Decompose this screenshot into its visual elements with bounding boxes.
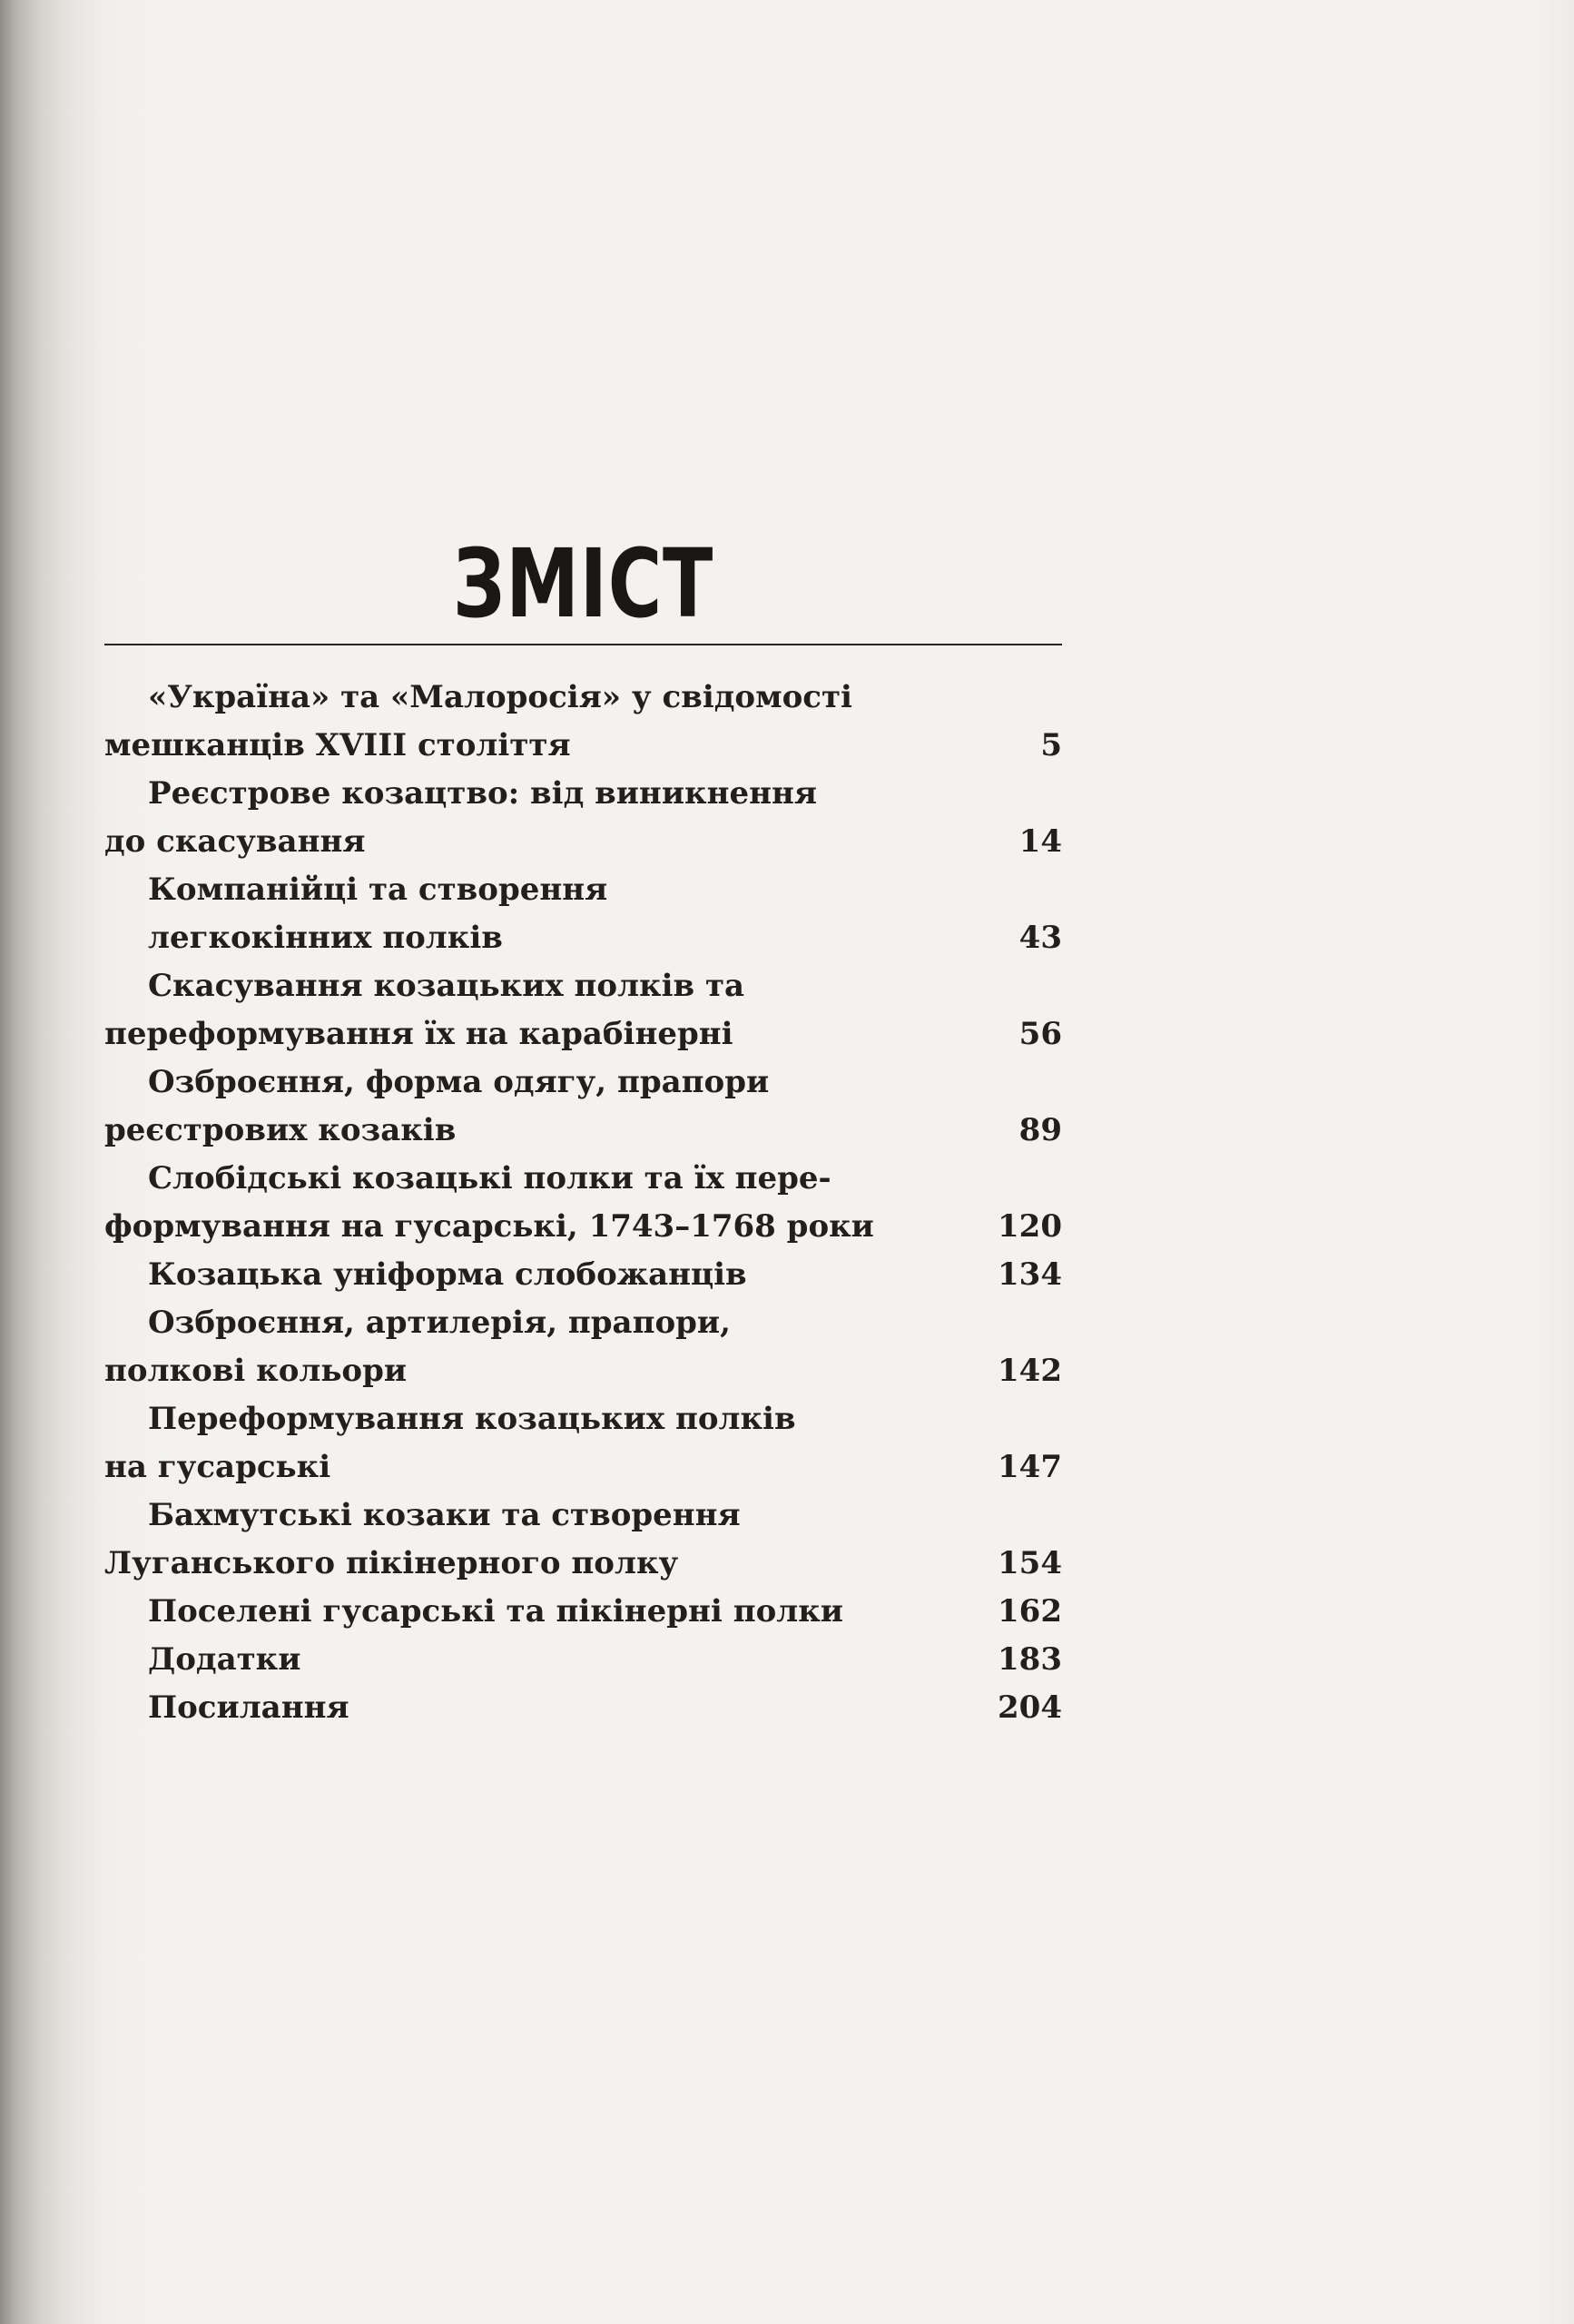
toc-entry-title: до скасування: [104, 823, 366, 860]
toc-entry-line: [104, 1540, 1062, 1588]
toc-entry-line: [104, 1684, 1062, 1732]
toc-page-number: 183: [998, 1641, 1062, 1678]
toc-entry-line: [104, 1155, 1062, 1203]
toc-entry: [104, 1251, 1062, 1299]
toc-entry: [104, 1492, 1062, 1588]
toc-entry-title: Озброєння, артилерія, прапори,: [148, 1305, 731, 1341]
toc-entry-line: [104, 1636, 1062, 1684]
toc-entry-title: Реєстрове козацтво: від виникнення: [148, 775, 817, 812]
toc-entry-title: Додатки: [148, 1641, 301, 1678]
toc-entry-line: [104, 1299, 1062, 1347]
toc-entry-line: [104, 914, 1062, 962]
toc-entry-line: [104, 1107, 1062, 1155]
page-title: ЗМІСТ: [452, 528, 714, 639]
toc-page-number: 43: [1018, 920, 1062, 956]
toc-entry-line: [104, 818, 1062, 866]
toc-entry-title: Озброєння, форма одягу, прапори: [148, 1064, 770, 1100]
toc-entry-line: [104, 1443, 1062, 1492]
toc-entry-title: «Україна» та «Малоросія» у свідомості: [148, 679, 852, 715]
toc-entry: [104, 1059, 1062, 1155]
toc-entry: [104, 866, 1062, 962]
title-divider: [104, 644, 1062, 645]
toc-entry-title: Компанійці та створення: [148, 872, 608, 908]
toc-entry-title: Слобідські козацькі полки та їх пере-: [148, 1160, 831, 1196]
toc-entry-title: на гусарські: [104, 1449, 331, 1485]
toc-entry-line: [104, 674, 1062, 722]
toc-entry-title: Поселені гусарські та пікінерні полки: [148, 1593, 843, 1630]
toc-entry: [104, 1155, 1062, 1251]
toc-entry-title: Скасування козацьких полків та: [148, 968, 745, 1004]
toc-entry-title: Посилання: [148, 1689, 349, 1726]
toc-page-number: 204: [998, 1689, 1062, 1726]
toc-entry: [104, 674, 1062, 770]
toc-entry-title: формування на гусарські, 1743–1768 роки: [104, 1208, 874, 1245]
toc-entry-line: [104, 1492, 1062, 1540]
toc-entry-line: [104, 1251, 1062, 1299]
toc-page-number: 56: [1018, 1016, 1062, 1052]
toc-entry: [104, 1588, 1062, 1636]
toc-entry-title: легкокінних полків: [148, 920, 503, 956]
toc-entry-title: Бахмутські козаки та створення: [148, 1497, 741, 1533]
toc-entry-title: Козацька уніформа слобожанців: [148, 1256, 747, 1293]
toc-entry-line: [104, 962, 1062, 1010]
toc-page-number: 89: [1018, 1112, 1062, 1148]
toc-entry: [104, 1299, 1062, 1395]
toc-entry-line: [104, 866, 1062, 914]
toc-entry-title: полкові кольори: [104, 1353, 408, 1389]
toc-page-number: 134: [998, 1256, 1062, 1293]
toc-entry: [104, 962, 1062, 1059]
toc-entry-line: [104, 1347, 1062, 1395]
toc-entry-line: [104, 722, 1062, 770]
toc-entry-line: [104, 1588, 1062, 1636]
toc-entry-title: Переформування козацьких полків: [148, 1401, 796, 1437]
table-of-contents: [104, 674, 1062, 1732]
toc-entry: [104, 1684, 1062, 1732]
toc-entry-line: [104, 1203, 1062, 1251]
toc-page-number: 142: [998, 1353, 1062, 1389]
toc-page-number: 14: [1018, 823, 1062, 860]
toc-entry-line: [104, 1059, 1062, 1107]
toc-entry: [104, 770, 1062, 866]
toc-page-number: 147: [998, 1449, 1062, 1485]
toc-entry-line: [104, 770, 1062, 818]
toc-entry-line: [104, 1395, 1062, 1443]
toc-entry-title: мешканців XVIII століття: [104, 727, 571, 763]
toc-entry-title: переформування їх на карабінерні: [104, 1016, 733, 1052]
toc-page-number: 162: [998, 1593, 1062, 1630]
toc-entry-title: реєстрових козаків: [104, 1112, 457, 1148]
toc-entry-title: Луганського пікінерного полку: [104, 1545, 679, 1581]
toc-entry: [104, 1395, 1062, 1492]
toc-entry: [104, 1636, 1062, 1684]
toc-page-number: 120: [998, 1208, 1062, 1245]
toc-page-number: 5: [1040, 727, 1062, 763]
toc-page-number: 154: [998, 1545, 1062, 1581]
toc-entry-line: [104, 1010, 1062, 1059]
